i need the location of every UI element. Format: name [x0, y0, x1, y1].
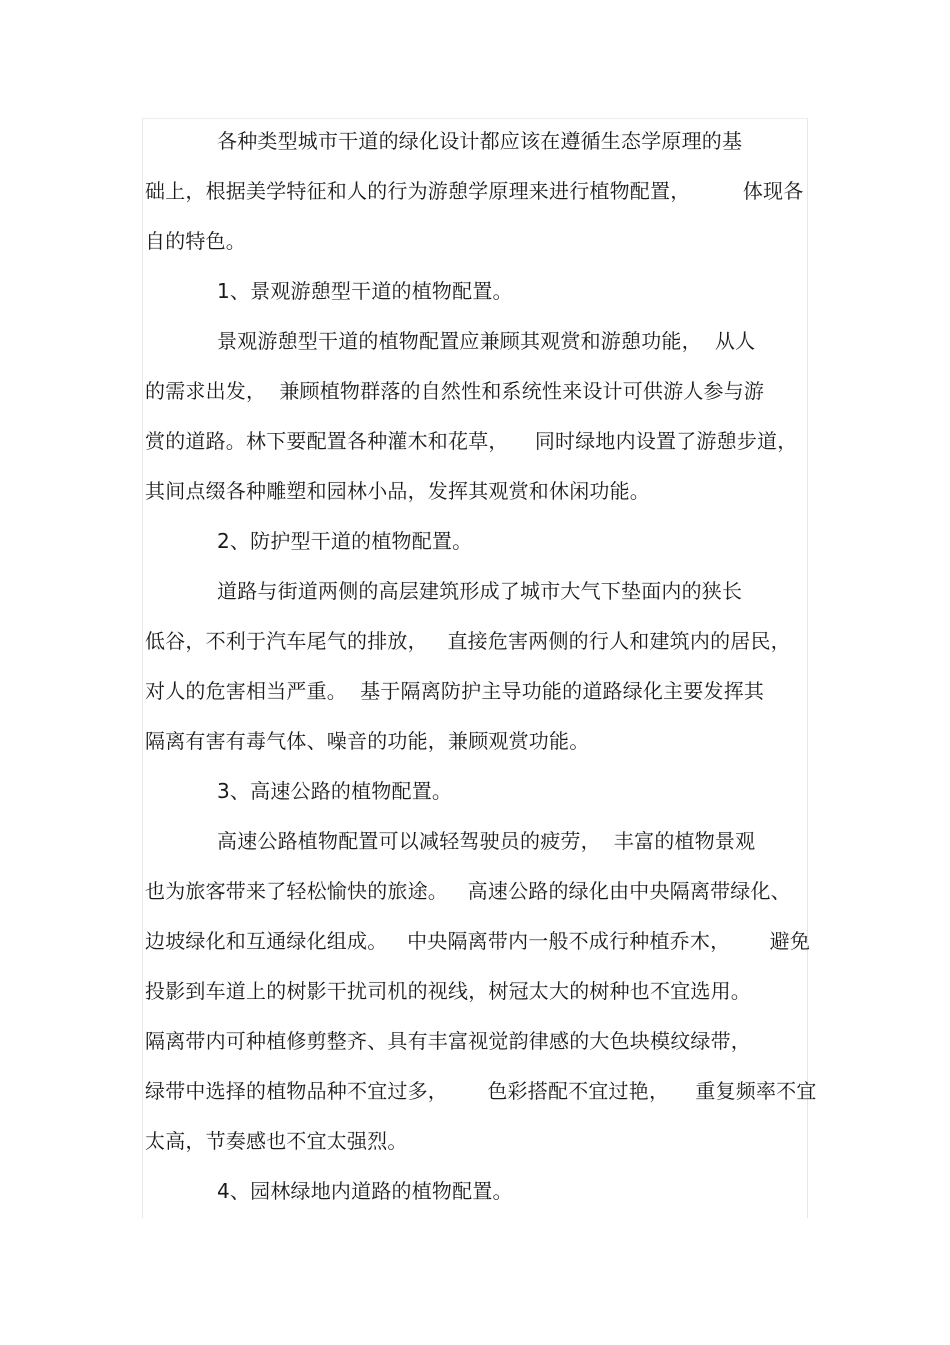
- paragraph-4-line-6: 绿带中选择的植物品种不宜过多， 色彩搭配不宜过艳， 重复频率不宜: [145, 1079, 817, 1103]
- paragraph-2-line-3: 赏的道路。林下要配置各种灌木和花草， 同时绿地内设置了游憩步道，: [145, 429, 798, 453]
- paragraph-3-line-2: 低谷，不利于汽车尾气的排放， 直接危害两侧的行人和建筑内的居民，: [145, 629, 791, 653]
- paragraph-1-line-3: 自的特色。: [145, 229, 246, 253]
- paragraph-3-line-1: 道路与街道两侧的高层建筑形成了城市大气下垫面内的狭长: [217, 579, 743, 603]
- paragraph-1-line-1: 各种类型城市干道的绿化设计都应该在遵循生态学原理的基: [217, 129, 743, 153]
- paragraph-3-line-4: 隔离有害有毒气体、噪音的功能，兼顾观赏功能。: [145, 729, 590, 753]
- section-heading-1: 1、景观游憩型干道的植物配置。: [217, 279, 513, 303]
- paragraph-2-line-4: 其间点缀各种雕塑和园林小品，发挥其观赏和休闲功能。: [145, 479, 650, 503]
- paragraph-2-line-2: 的需求出发， 兼顾植物群落的自然性和系统性来设计可供游人参与游: [145, 379, 765, 403]
- paragraph-4-line-1: 高速公路植物配置可以减轻驾驶员的疲劳， 丰富的植物景观: [217, 829, 756, 853]
- paragraph-4-line-4: 投影到车道上的树影干扰司机的视线，树冠太大的树种也不宜选用。: [145, 979, 751, 1003]
- section-heading-3: 3、高速公路的植物配置。: [217, 779, 453, 803]
- paragraph-4-line-2: 也为旅客带来了轻松愉快的旅途。 高速公路的绿化由中央隔离带绿化、: [145, 879, 791, 903]
- paragraph-3-line-3: 对人的危害相当严重。 基于隔离防护主导功能的道路绿化主要发挥其: [145, 679, 765, 703]
- section-heading-2: 2、防护型干道的植物配置。: [217, 529, 473, 553]
- section-heading-4: 4、园林绿地内道路的植物配置。: [217, 1179, 513, 1203]
- paragraph-4-line-3: 边坡绿化和互通绿化组成。 中央隔离带内一般不成行种植乔木， 避免: [145, 929, 811, 953]
- paragraph-4-line-7: 太高，节奏感也不宜太强烈。: [145, 1129, 408, 1153]
- paragraph-2-line-1: 景观游憩型干道的植物配置应兼顾其观赏和游憩功能， 从人: [217, 329, 756, 353]
- paragraph-1-line-2: 础上，根据美学特征和人的行为游憩学原理来进行植物配置， 体现各: [145, 179, 804, 203]
- paragraph-4-line-5: 隔离带内可种植修剪整齐、具有丰富视觉韵律感的大色块模纹绿带，: [145, 1029, 751, 1053]
